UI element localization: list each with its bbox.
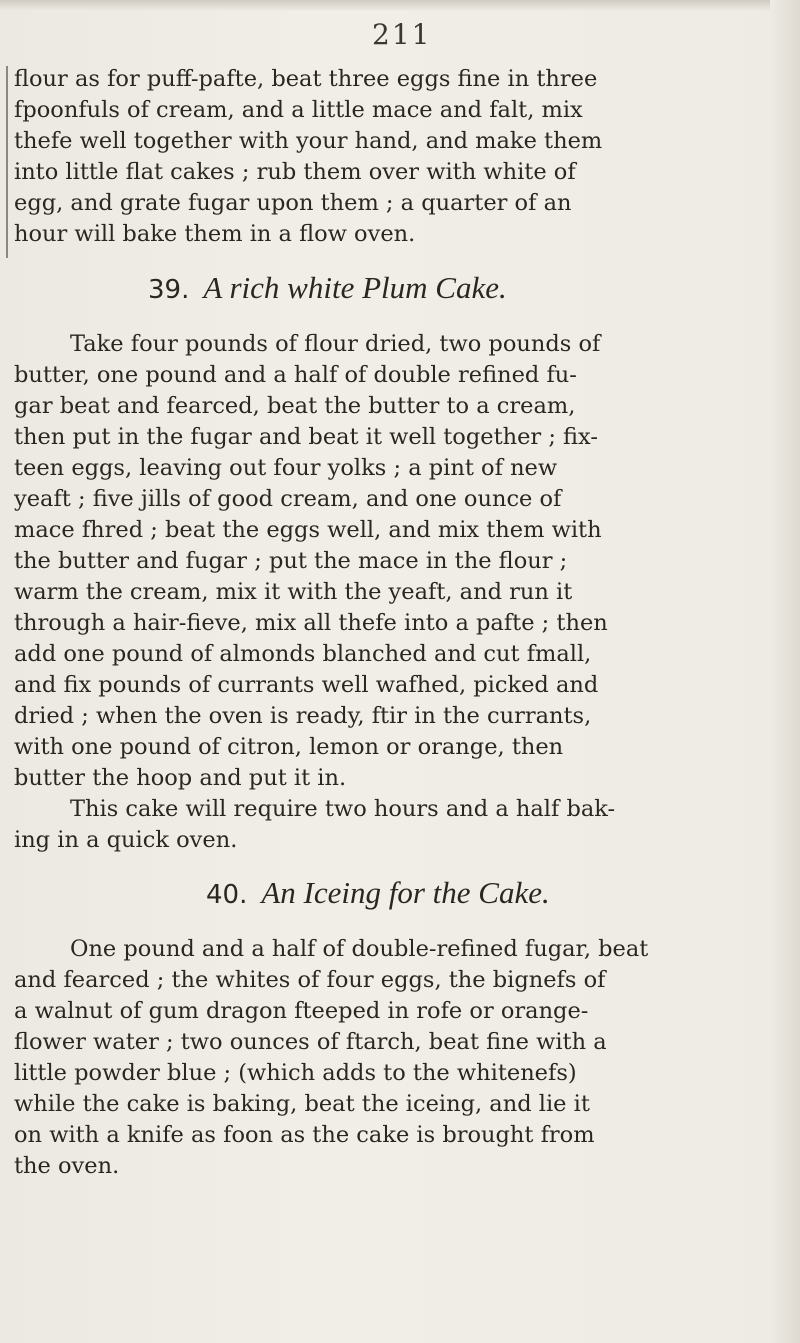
text-line: teen eggs, leaving out four yolks ; a pint of new [14,455,558,481]
text-line: a walnut of gum dragon fteeped in rofe or orange- [14,998,589,1024]
text-line: the oven. [14,1153,120,1179]
text-line: into little flat cakes ; rub them over with white of [14,159,576,185]
text-line: flour as for puff-pafte, beat three eggs fine in three [14,66,598,92]
text-line: through a hair-fieve, mix all thefe into a pafte ; then [14,610,608,636]
recipe-heading [148,270,507,306]
text-line: One pound and a half of double-refined fugar, beat [70,936,649,962]
margin-mark [6,66,8,258]
text-line: butter, one pound and a half of double refined fu- [14,362,577,388]
text-line: while the cake is baking, beat the iceing, and lie it [14,1091,590,1117]
page-top-edge [0,0,800,10]
page-number: 211 [372,18,432,51]
text-line: Take four pounds of flour dried, two pounds of [70,331,601,357]
text-line: butter the hoop and put it in. [14,765,347,791]
recipe-number: 40. [206,880,248,910]
text-line: mace fhred ; beat the eggs well, and mix them with [14,517,602,543]
text-line: gar beat and fearced, beat the butter to a cream, [14,393,576,419]
recipe-heading [206,875,550,911]
page-right-edge [770,0,800,1343]
text-line: dried ; when the oven is ready, ftir in the currants, [14,703,592,729]
text-line: ing in a quick oven. [14,827,238,853]
text-line: This cake will require two hours and a half bak- [70,796,616,822]
text-line: with one pound of citron, lemon or orange, then [14,734,564,760]
recipe-number: 39. [148,275,190,305]
text-line: little powder blue ; (which adds to the whitenefs) [14,1060,577,1086]
text-line: and fearced ; the whites of four eggs, the bignefs of [14,967,606,993]
text-line: flower water ; two ounces of ftarch, beat fine with a [14,1029,607,1055]
text-line: and fix pounds of currants well wafhed, picked and [14,672,599,698]
text-line: add one pound of almonds blanched and cut fmall, [14,641,592,667]
text-line: fpoonfuls of cream, and a little mace and falt, mix [14,97,583,123]
text-line: on with a knife as foon as the cake is brought from [14,1122,595,1148]
text-line: egg, and grate fugar upon them ; a quarter of an [14,190,572,216]
text-line: warm the cream, mix it with the yeaft, and run it [14,579,573,605]
recipe-title: An Iceing for the Cake. [261,875,550,910]
text-line: the butter and fugar ; put the mace in the flour ; [14,548,568,574]
text-line: yeaft ; five jills of good cream, and one ounce of [14,486,562,512]
text-line: then put in the fugar and beat it well together ; fix- [14,424,598,450]
text-line: hour will bake them in a flow oven. [14,221,416,247]
recipe-title: A rich white Plum Cake. [203,270,507,305]
text-line: thefe well together with your hand, and make them [14,128,603,154]
